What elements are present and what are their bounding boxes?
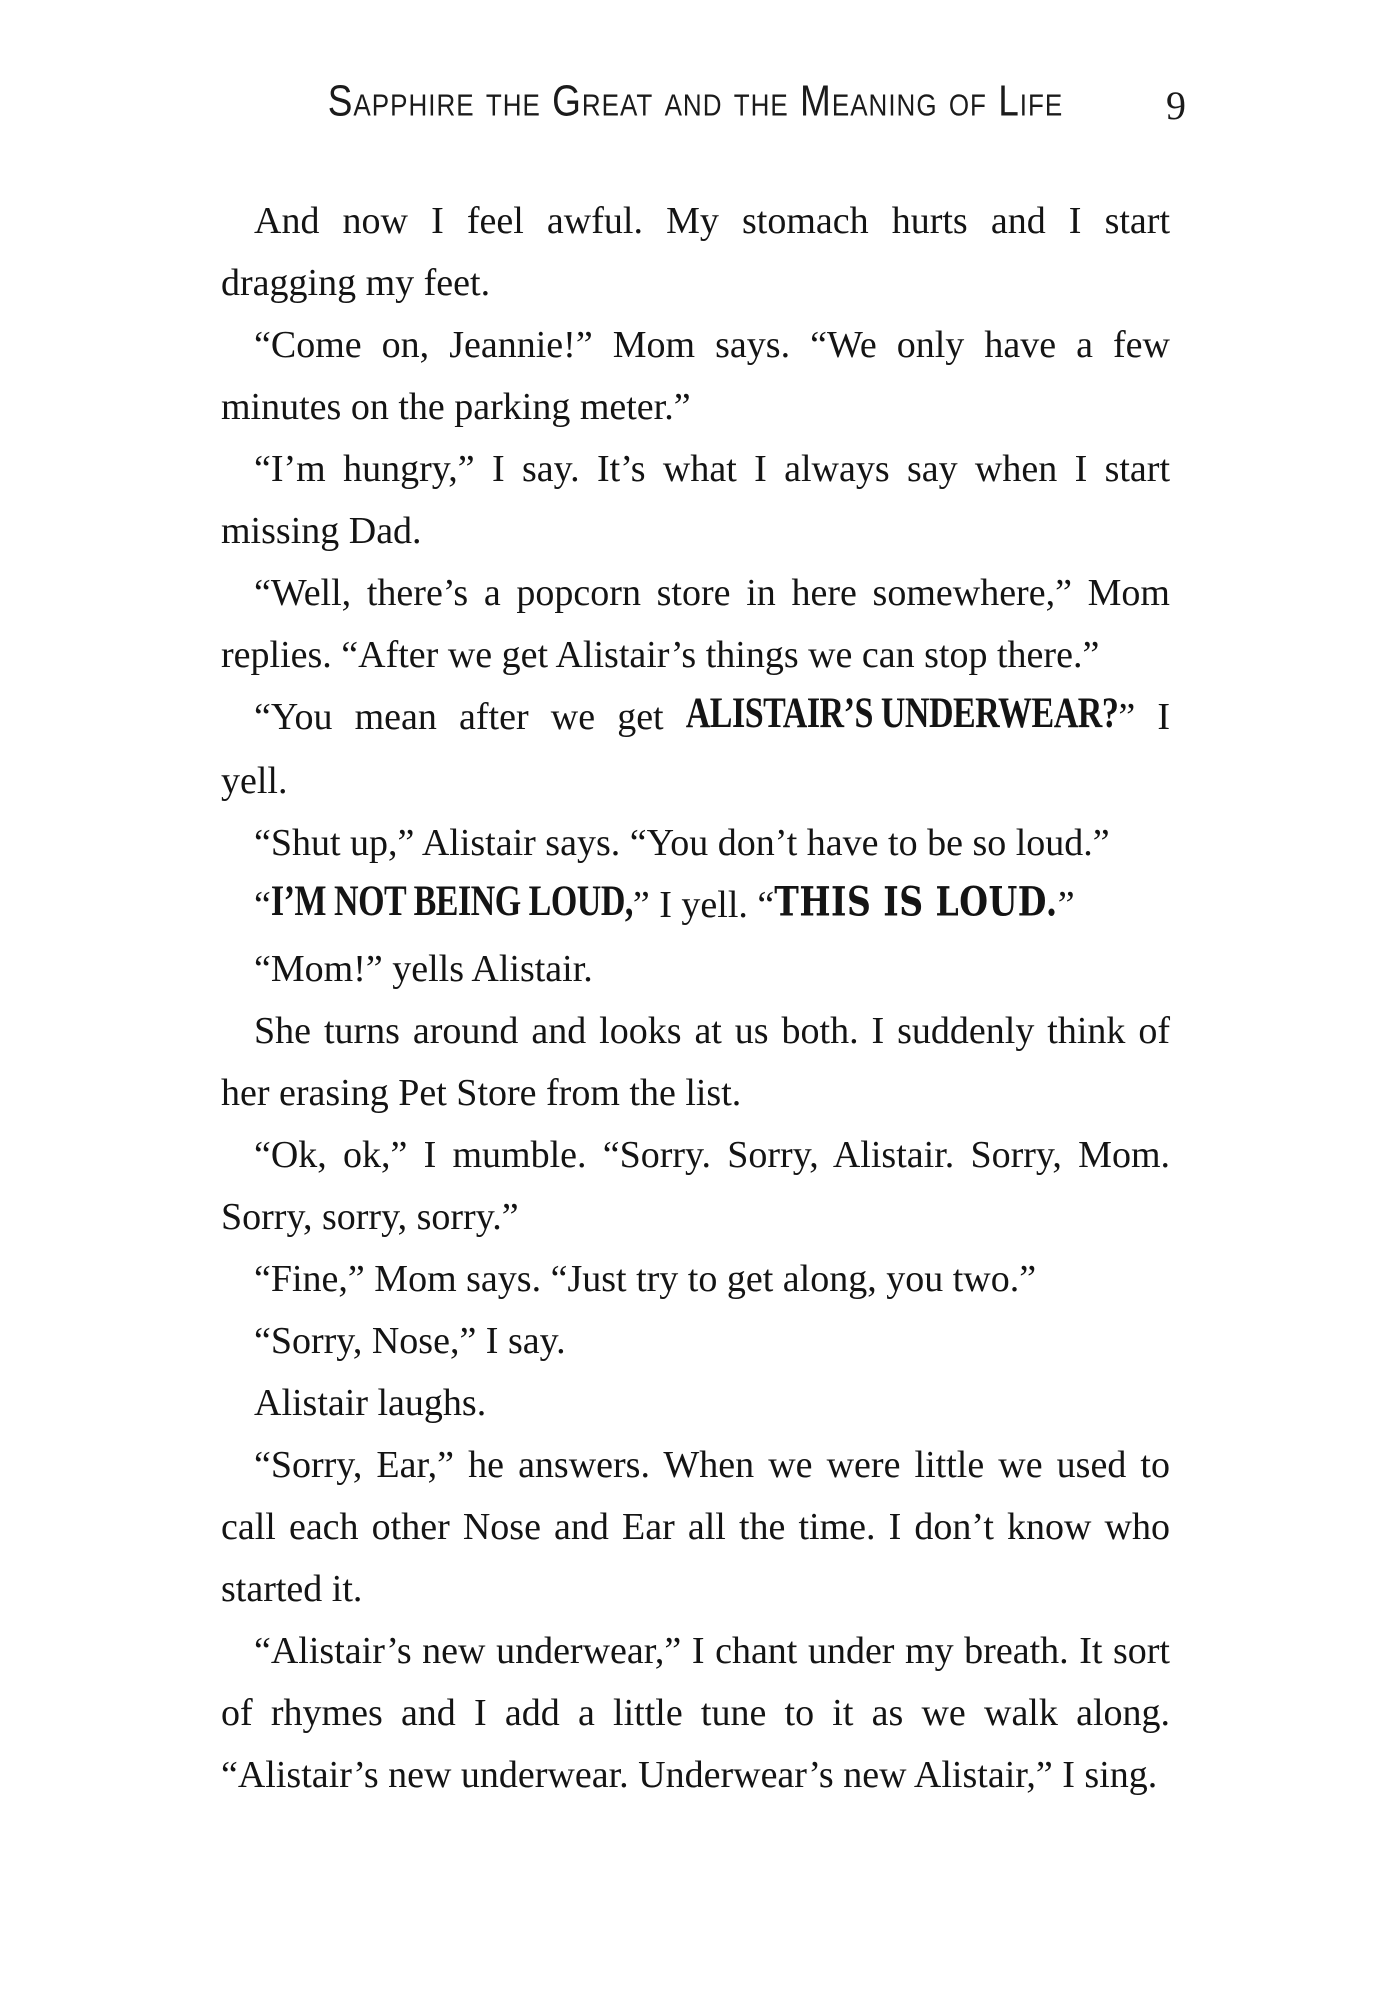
- paragraph: [221, 562, 1170, 686]
- paragraph: [221, 938, 1170, 1000]
- body-text: ” I yell. “: [632, 884, 775, 926]
- paragraph: [221, 1372, 1170, 1434]
- paragraph: [221, 1124, 1170, 1248]
- paragraph: [221, 1620, 1170, 1806]
- body-text: “Mom!” yells Alistair.: [254, 948, 593, 990]
- display-caps-text: ALISTAIR’S UNDERWEAR?: [685, 689, 1119, 738]
- paragraph: [221, 1248, 1170, 1310]
- body-text: Alistair laughs.: [254, 1382, 487, 1424]
- display-caps-text: I’M NOT BEING LOUD,: [270, 877, 633, 926]
- body-text: She turns around and looks at us both. I suddenly think of her erasing Pet Store from the list.: [221, 1010, 1170, 1114]
- display-loud-text: THIS IS LOUD.: [774, 877, 1058, 926]
- body-text: “Ok, ok,” I mumble. “Sorry. Sorry, Alistair. Sorry, Mom. Sorry, sorry, sorry.”: [221, 1134, 1170, 1238]
- body-text: And now I feel awful. My stomach hurts and I start dragging my feet.: [221, 200, 1170, 304]
- running-header: [221, 76, 1186, 144]
- body-text: ”: [1057, 884, 1075, 926]
- paragraph: [221, 686, 1170, 812]
- paragraph: [221, 874, 1170, 938]
- paragraph: [221, 438, 1170, 562]
- body-text: “Fine,” Mom says. “Just try to get along, you two.”: [254, 1258, 1037, 1300]
- text-block: [221, 190, 1170, 1806]
- body-text: “You mean after we get: [254, 696, 686, 738]
- body-text: ” I yell.: [221, 696, 1170, 802]
- paragraph: [221, 314, 1170, 438]
- paragraph: [221, 1434, 1170, 1620]
- body-text: “Alistair’s new underwear,” I chant under my breath. It sort of rhymes and I add a little tune to it as we walk along. “Alistair’s new underwear. Underwear’s new Alistair,” I sing.: [221, 1630, 1170, 1796]
- page-number: 9: [1166, 83, 1186, 128]
- body-text: “Sorry, Nose,” I say.: [254, 1320, 566, 1362]
- body-text: “Shut up,” Alistair says. “You don’t have to be so loud.”: [254, 822, 1110, 864]
- book-title: Sapphire the Great and the Meaning of Life: [327, 76, 1064, 125]
- body-text: “: [254, 884, 271, 926]
- body-text: “Come on, Jeannie!” Mom says. “We only have a few minutes on the parking meter.”: [221, 324, 1170, 428]
- body-text: “Well, there’s a popcorn store in here somewhere,” Mom replies. “After we get Alistair’s things we can stop there.”: [221, 572, 1170, 676]
- body-text: “Sorry, Ear,” he answers. When we were little we used to call each other Nose and Ear all the time. I don’t know who started it.: [221, 1444, 1170, 1610]
- body-text: “I’m hungry,” I say. It’s what I always say when I start missing Dad.: [221, 448, 1170, 552]
- paragraph: [221, 1310, 1170, 1372]
- paragraph: [221, 1000, 1170, 1124]
- paragraph: [221, 190, 1170, 314]
